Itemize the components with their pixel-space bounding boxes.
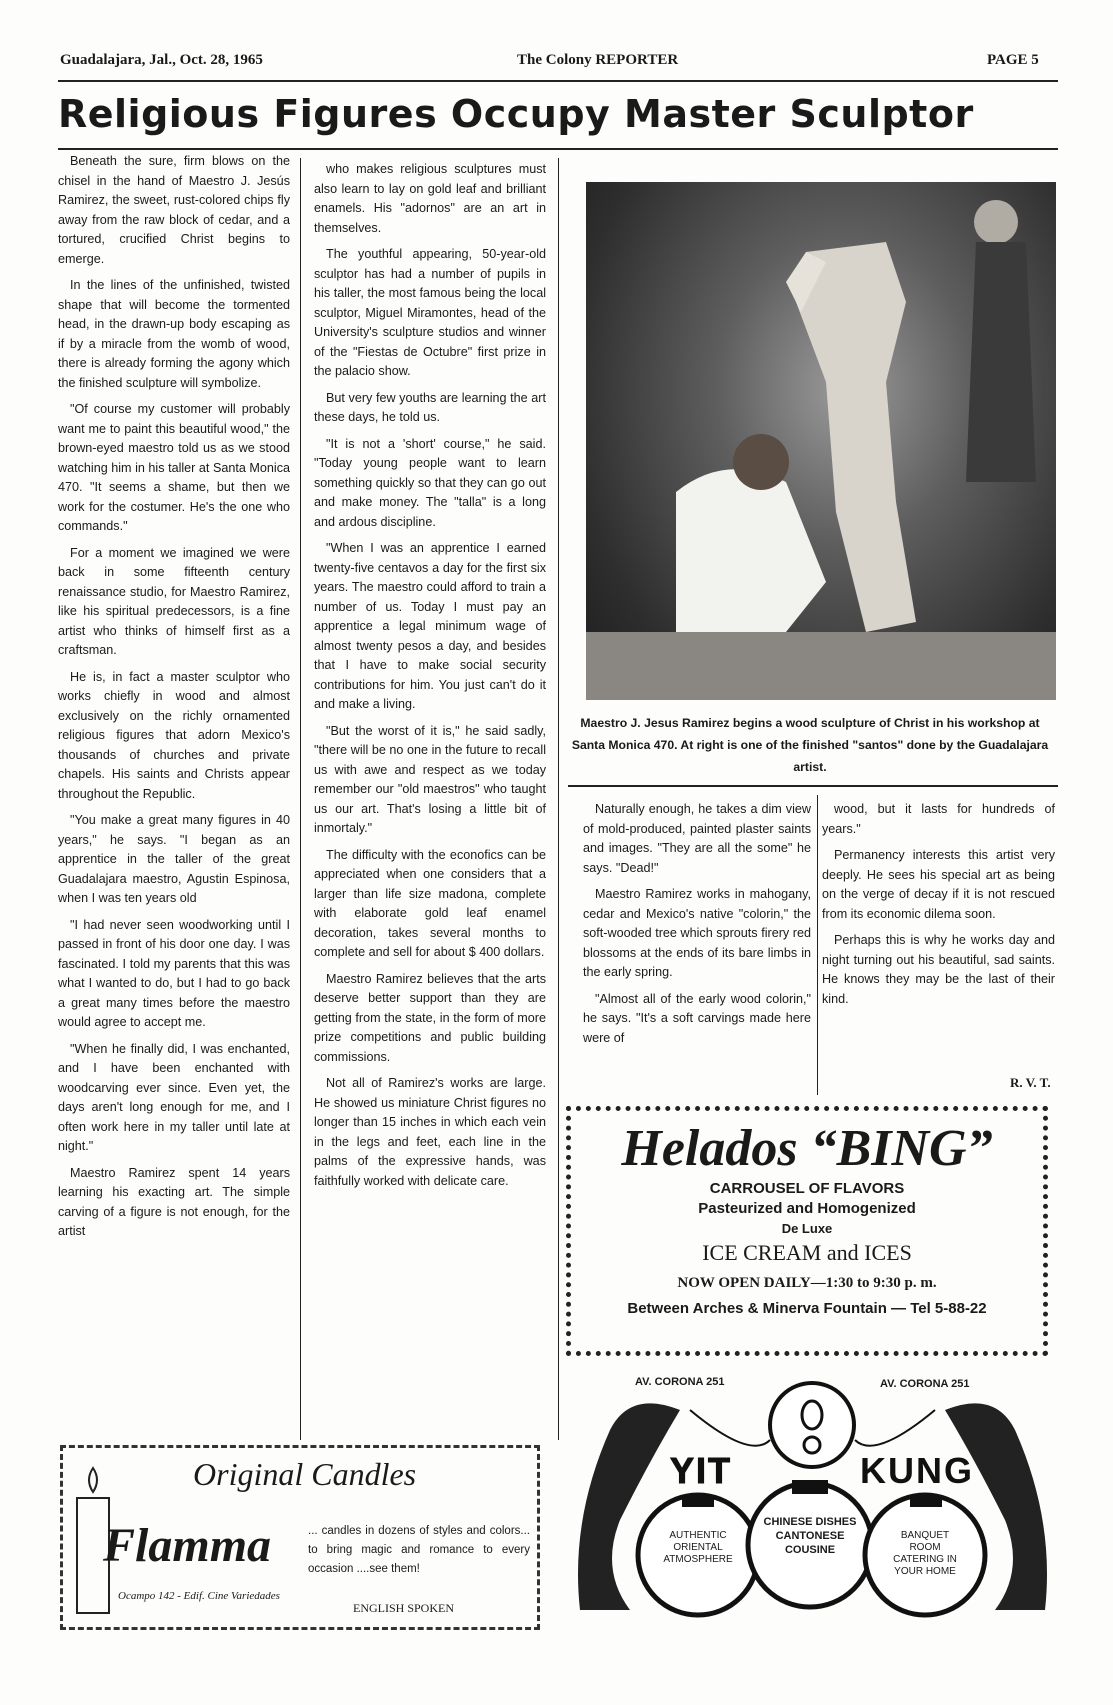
dateline: Guadalajara, Jal., Oct. 28, 1965	[60, 52, 263, 68]
article-paragraph: "When I was an apprentice I earned twenty-five centavos a day for the first six years. The maestro could afford to train a number of us. Today I must pay an apprentice a legal minimum wage of almost twenty pesos a day, and besides that I have to make social security contributions for him. You just can't do it and make a living.	[314, 541, 546, 711]
headline-rule	[58, 148, 1058, 150]
ad-copy: ... candles in dozens of styles and colors... to bring magic and romance to every occasion ....see them!	[308, 1525, 530, 1575]
paper-name: The Colony REPORTER	[517, 52, 679, 68]
ad-line: CARROUSEL OF FLAVORS	[709, 1180, 905, 1197]
column-divider	[817, 795, 818, 1095]
article-paragraph: "I had never seen woodworking until I passed in front of his door one day. I was fascinated. I told my parents that this was what I wanted to do, but I had to go back a great many times before the maestro would agree to accept me.	[58, 917, 290, 1029]
photo-illustration	[586, 182, 1056, 700]
article-paragraph: who makes religious sculptures must also learn to lay on gold leaf and brilliant enamels. His "adornos" are an art in themselves.	[314, 162, 546, 235]
column-divider	[300, 158, 301, 1440]
article-paragraph: Permanency interests this artist very deeply. He sees his special art as being on the verge of decay if it is not rescued from its economic dilema soon.	[822, 848, 1055, 921]
article-paragraph: Not all of Ramirez's works are large. He showed us miniature Christ figures no longer than 15 inches in which each vein in the legs and feet, each line in the palms of the expressive hands, was faithfully worked with delicate care.	[314, 1076, 546, 1188]
ad-heading: Original Candles	[193, 1456, 417, 1492]
address-left: AV. CORONA 251	[635, 1376, 725, 1388]
article-paragraph: "You make a great many figures in 40 years," he says. "I began as an apprentice in the taller of the great Guadalajara maestro, Agustin Espinosa, when I was ten years old	[58, 813, 290, 905]
photo-caption: Maestro J. Jesus Ramirez begins a wood sculpture of Christ in his workshop at Santa Monica 470. At right is one of the finished "santos" done by the Guadalajara artist.	[571, 716, 1049, 774]
ad-line: Between Arches & Minerva Fountain — Tel 5-88-22	[627, 1300, 987, 1317]
ad-line: Pasteurized and Homogenized	[698, 1200, 916, 1217]
name-yit: YIT	[670, 1450, 733, 1491]
article-paragraph: "It is not a 'short' course," he said. "Today young people want to learn something quickly so that they can go out and make money. The "talla" is a long and ardous discipline.	[314, 436, 546, 529]
article-column-2	[314, 160, 546, 1198]
ad-title: Helados “BING”	[621, 1120, 993, 1177]
article-paragraph: Maestro Ramirez works in mahogany, cedar and Mexico's native "colorin," the soft-wooded tree which sprouts firery red blossoms at the ends of its bare limbs in the early spring.	[583, 887, 811, 979]
article-paragraph: Perhaps this is why he works day and night turning out his beautiful, sad saints. He knows they may be the last of their kind.	[822, 933, 1055, 1006]
lantern-left-text: AUTHENTIC ORIENTAL ATMOSPHERE	[663, 1530, 733, 1565]
sculptor-photo	[586, 182, 1056, 700]
article-paragraph: The youthful appearing, 50-year-old sculptor has had a number of pupils in his taller, the most famous being the local sculptor, Miguel Miramontes, head of the University's sculpture studios and winner of the "Fiestas de Octubre" first prize in the palacio show.	[314, 247, 546, 378]
article-paragraph: wood, but it lasts for hundreds of years."	[822, 802, 1055, 836]
article-paragraph: In the lines of the unfinished, twisted shape that will become the tormented head, in the drawn-up body escaping as if by a miracle from the womb of wood, there is already forming the agony which the finished sculpture will symbolize.	[58, 278, 290, 390]
caption-rule	[568, 785, 1058, 787]
column-divider	[558, 158, 559, 1440]
flamma-candles-ad	[60, 1445, 540, 1630]
flamma-logo: Flamma	[103, 1519, 272, 1572]
ad-line: ICE CREAM and ICES	[702, 1240, 912, 1265]
article-paragraph: "Almost all of the early wood colorin," he says. "It's a soft carvings made here were of	[583, 991, 811, 1045]
article-paragraph: "But the worst of it is," he said sadly, "there will be no one in the future to recall us with awe and respect as we today remember our "old maestros" who taught us our art. That's losing a little bit of inmortaly."	[314, 723, 546, 835]
dragons-lanterns-illustration	[570, 1370, 1055, 1632]
ad-line: De Luxe	[781, 1221, 833, 1236]
article-column-1	[58, 152, 290, 1249]
lantern-right-text: BANQUET ROOM CATERING IN YOUR HOME	[893, 1530, 957, 1577]
helados-bing-ad	[566, 1106, 1048, 1356]
article-paragraph: The difficulty with the econofics can be appreciated when one considers that a larger than life size madona, complete with elaborate gold leaf enamel decoration, takes several months to complete and sell for about $ 400 dollars.	[314, 847, 546, 959]
yit-kung-ad	[570, 1370, 1055, 1632]
article-column-3	[583, 800, 811, 1055]
ad-line: NOW OPEN DAILY—1:30 to 9:30 p. m.	[677, 1275, 937, 1291]
name-kung: KUNG	[860, 1450, 974, 1491]
article-paragraph: For a moment we imagined we were back in some fifteenth century renaissance studio, for Maestro Ramirez, like his spiritual predecessors, is a fine artist who thinks of himself first as a craftsman.	[58, 545, 290, 657]
article-paragraph: "Of course my customer will probably want me to paint this beautiful wood," the brown-eyed maestro told us as we stood watching him in his taller at Santa Monica 470. "It seems a shame, but then we work for the costumer. He's the one who commands."	[58, 402, 290, 533]
ad-address: Ocampo 142 - Edif. Cine Variedades	[118, 1590, 280, 1602]
ad-english-spoken: ENGLISH SPOKEN	[353, 1601, 455, 1615]
page-number: PAGE 5	[987, 52, 1039, 68]
byline: R. V. T.	[1010, 1075, 1051, 1090]
article-paragraph: Maestro Ramirez believes that the arts deserve better support than they are getting from the state, in the form of more prize competitions and public building commissions.	[314, 971, 546, 1064]
address-right: AV. CORONA 251	[880, 1378, 970, 1390]
article-paragraph: He is, in fact a master sculptor who works chiefly in wood and almost exclusively on the richly ornamented religious figures that adorn Mexico's thousands of churches and private chapels. His saints and Christs appear throughout the Republic.	[58, 669, 290, 801]
article-paragraph: Maestro Ramirez spent 14 years learning his exacting art. The simple carving of a figure is not enough, for the artist	[58, 1165, 290, 1238]
header-rule	[58, 80, 1058, 82]
article-paragraph: Naturally enough, he takes a dim view of mold-produced, painted plaster saints and images. "They are all the some" he says. "Dead!"	[583, 802, 811, 875]
article-column-4	[822, 800, 1055, 1016]
lantern-center-text: CHINESE DISHES CANTONESE COUSINE	[763, 1516, 857, 1556]
article-paragraph: "When he finally did, I was enchanted, and I have been enchanted with woodcarving ever since. Even yet, the days aren't long enough for me, and I often work here in my taller until late at night."	[58, 1041, 290, 1153]
article-paragraph: But very few youths are learning the art these days, he told us.	[314, 390, 546, 424]
headline: Religious Figures Occupy Master Sculptor	[58, 92, 974, 136]
article-paragraph: Beneath the sure, firm blows on the chisel in the hand of Maestro J. Jesús Ramirez, the sweet, rust-colored chips fly away from the raw block of cedar, and a tortured, crucified Christ begins to emerge.	[58, 154, 290, 266]
